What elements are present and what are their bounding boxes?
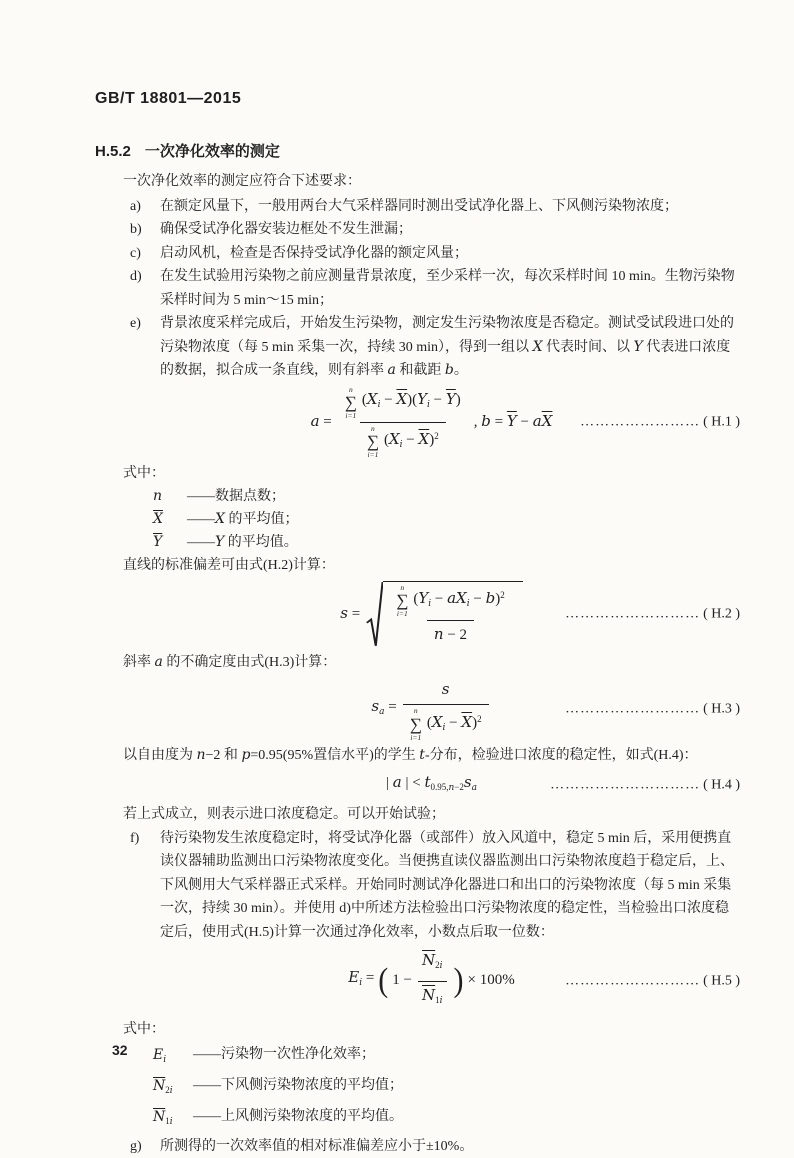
eq-expression: | a | < $t_{0.95,n-2}s_a$	[386, 771, 477, 801]
section-heading	[95, 140, 280, 161]
symbol: $\overline{N}_{1i}$	[153, 1104, 193, 1135]
list-item-b	[123, 218, 740, 242]
fraction	[403, 678, 489, 742]
denominator: $(X_i - \overline{X})^2$	[384, 425, 439, 458]
eq-lhs: $E_i$ =	[348, 966, 374, 996]
equation-h4-formula	[386, 771, 477, 801]
eq-term: × 100%	[468, 969, 515, 993]
numerator: $(Y_i - aX_i - b)^2$	[413, 584, 504, 617]
standard-number: GB/T 18801—2015	[95, 90, 241, 108]
item-letter: e)	[130, 312, 160, 383]
item-text: 在额定风量下，一般用两台大气采样器同时测出受试净化器上、下风侧污染物浓度；	[160, 195, 740, 219]
paragraph-stability: 若上式成立，则表示进口浓度稳定。可以开始试验；	[123, 803, 740, 827]
equation-h3-formula	[371, 678, 491, 742]
symbol-definition	[153, 1104, 740, 1135]
denominator: $(X_i - \overline{X})^2$	[427, 708, 482, 741]
definition-text: ——Y 的平均值。	[187, 531, 740, 554]
equation-reference	[550, 774, 740, 798]
section-number: H.5.2	[95, 143, 131, 160]
symbol: $\overline{Y}$	[153, 531, 187, 554]
equation-label: ( H.5 )	[703, 969, 740, 993]
item-letter: d)	[130, 265, 160, 312]
equation-label: ( H.2 )	[703, 603, 740, 627]
page-content	[123, 170, 740, 1158]
section-title: 一次净化效率的测定	[145, 143, 280, 160]
list-item-f	[123, 827, 740, 945]
eq-term: 1 −	[392, 969, 412, 993]
symbol: $\overline{N}_{2i}$	[153, 1073, 193, 1104]
square-root	[366, 581, 522, 649]
definition-text: ——上风侧污染物浓度的平均值。	[193, 1104, 740, 1135]
fraction	[338, 386, 468, 459]
list-item-g	[123, 1135, 740, 1158]
eq-rhs: , $b = \overline{Y} - a\overline{X}$	[474, 410, 553, 435]
equation-h2-formula	[340, 581, 522, 649]
equation-h1	[123, 386, 740, 459]
eq-lhs: $s_a$ =	[371, 695, 396, 725]
definition-text: ——下风侧污染物浓度的平均值；	[193, 1073, 740, 1104]
equation-h5-formula: $E_i$ = ( 1 − $\frac{\overline{N}_{2i}}{\overline{N}_{1i}}$ ) × 100%	[348, 949, 515, 1013]
page-number: 32	[112, 1042, 128, 1058]
list-item-a	[123, 195, 740, 219]
paragraph-std-dev: 直线的标准偏差可由式(H.2)计算：	[123, 554, 740, 578]
item-letter: f)	[130, 827, 160, 945]
numerator: $\overline{N}_{2i}$	[422, 949, 443, 979]
equation-label: ( H.4 )	[703, 774, 740, 798]
symbol-definition	[153, 1073, 740, 1104]
symbol-definition	[153, 508, 740, 531]
equation-reference	[565, 698, 740, 722]
symbol: $\overline{X}$	[153, 508, 187, 531]
item-letter: g)	[130, 1135, 160, 1158]
fraction	[418, 949, 447, 1013]
definition-text: ——数据点数；	[187, 485, 740, 508]
equation-h2	[123, 581, 740, 649]
dot-leader: ………………………	[565, 698, 700, 722]
equation-h1-formula	[311, 386, 553, 459]
equation-label: ( H.1 )	[703, 410, 740, 434]
dot-leader: ………………………	[565, 603, 700, 627]
list-item-c	[123, 242, 740, 266]
equation-h3	[123, 678, 740, 742]
item-text: 启动风机，检查是否保持受试净化器的额定风量；	[160, 242, 740, 266]
eq-lhs: s =	[340, 602, 360, 627]
item-text: 在发生试验用污染物之前应测量背景浓度，至少采样一次，每次采样时间 10 min。生物污染物采样时间为 5 min～15 min；	[160, 265, 740, 312]
summation-symbol: n ∑ i=1	[410, 707, 422, 741]
equation-reference	[565, 603, 740, 627]
intro-paragraph: 一次净化效率的测定应符合下述要求：	[123, 170, 740, 194]
where-clause: 式中：	[123, 462, 740, 486]
summation-symbol: n ∑ i=1	[396, 584, 408, 618]
summation-symbol: n ∑ i=1	[345, 386, 357, 420]
item-text: 背景浓度采样完成后，开始发生污染物，测定发生污染物浓度是否稳定。测试受试段进口处的污染物浓度（每 5 min 采集一次，持续 30 min），得到一组以 X 代表时间、以 Y 代表进口浓度的数据，拟合成一条直线，则有斜率 a 和截距 b。	[160, 312, 740, 383]
numerator: s	[442, 678, 450, 703]
item-letter: c)	[130, 242, 160, 266]
item-text: 确保受试净化器安装边框处不发生泄漏；	[160, 218, 740, 242]
item-text: 待污染物发生浓度稳定时，将受试净化器（或部件）放入风道中，稳定 5 min 后，采用便携直读仪器辅助监测出口污染物浓度变化。当便携直读仪器监测出口污染物浓度趋于稳定后，上、下风侧用大气采样器正式采样。开始同时测试净化器进口和出口的污染物浓度（每 5 min 采集一次，持续 30 min）。并使用 d)中所述方法检验出口污染物浓度的稳定性，当检验出口浓度稳定后，使用式(H.5)计算一次通过净化效率，小数点后取一位数：	[160, 827, 740, 945]
item-letter: a)	[130, 195, 160, 219]
symbol: $E_i$	[153, 1042, 193, 1073]
list-item-e	[123, 312, 740, 383]
dot-leader: …………………………	[550, 774, 700, 798]
paragraph-t-distribution: 以自由度为 n−2 和 p=0.95(95%置信水平)的学生 t-分布，检验进口浓度的稳定性，如式(H.4)：	[123, 744, 740, 768]
equation-reference	[565, 969, 740, 993]
where-clause: 式中：	[123, 1018, 740, 1042]
fraction	[389, 584, 511, 648]
definition-text: ——X 的平均值；	[187, 508, 740, 531]
list-item-d	[123, 265, 740, 312]
dot-leader: ………………………	[565, 969, 700, 993]
paragraph-slope: 斜率 a 的不确定度由式(H.3)计算：	[123, 651, 740, 675]
item-letter: b)	[130, 218, 160, 242]
numerator: $(X_i - \overline{X})(Y_i - \overline{Y})$	[362, 388, 461, 418]
symbol: n	[153, 485, 187, 508]
symbol-definition	[153, 1042, 740, 1073]
eq-lhs: a =	[311, 410, 332, 435]
denominator: n − 2	[434, 623, 467, 648]
equation-label: ( H.3 )	[703, 698, 740, 722]
symbol-definition	[153, 531, 740, 554]
denominator: $\overline{N}_{1i}$	[422, 984, 443, 1014]
equation-h4	[123, 771, 740, 801]
equation-h5	[123, 949, 740, 1013]
definition-text: ——污染物一次性净化效率；	[193, 1042, 740, 1073]
symbol-definition	[153, 485, 740, 508]
equation-reference	[580, 410, 740, 434]
summation-symbol: n ∑ i=1	[367, 425, 379, 459]
radical-sign	[366, 581, 383, 649]
dot-leader: ……………………	[580, 410, 700, 434]
item-text: 所测得的一次效率值的相对标准偏差应小于±10%。	[160, 1135, 740, 1158]
